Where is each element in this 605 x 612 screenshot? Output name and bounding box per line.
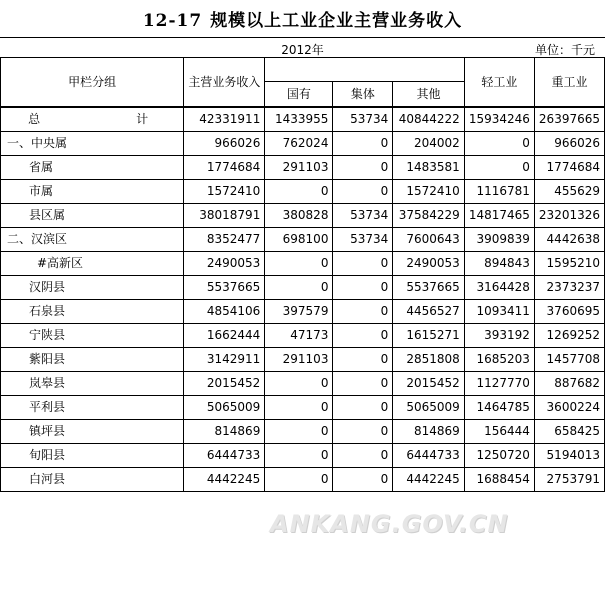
cell-value: 894843 bbox=[464, 252, 534, 276]
cell-value: 38018791 bbox=[184, 204, 265, 228]
cell-value: 4854106 bbox=[184, 300, 265, 324]
cell-value: 3142911 bbox=[184, 348, 265, 372]
cell-value: 1457708 bbox=[534, 348, 604, 372]
table-title: 规模以上工业企业主营业务收入 bbox=[210, 11, 463, 31]
table-row bbox=[1, 228, 605, 252]
cell-value: 2490053 bbox=[393, 252, 465, 276]
cell-value: 42331911 bbox=[184, 107, 265, 132]
cell-value: 0 bbox=[333, 372, 393, 396]
cell-value: 1615271 bbox=[393, 324, 465, 348]
cell-value: 6444733 bbox=[184, 444, 265, 468]
cell-value: 5065009 bbox=[393, 396, 465, 420]
table-row bbox=[1, 324, 605, 348]
revenue-table bbox=[0, 57, 605, 492]
cell-value: 0 bbox=[333, 300, 393, 324]
cell-value: 1662444 bbox=[184, 324, 265, 348]
row-label: 石泉县 bbox=[1, 300, 184, 324]
row-label: 岚皋县 bbox=[1, 372, 184, 396]
cell-value: 0 bbox=[464, 156, 534, 180]
cell-value: 0 bbox=[265, 180, 333, 204]
table-row bbox=[1, 348, 605, 372]
cell-value: 762024 bbox=[265, 132, 333, 156]
cell-value: 1774684 bbox=[184, 156, 265, 180]
table-row bbox=[1, 132, 605, 156]
header-ownership-span bbox=[265, 58, 464, 82]
row-label: 白河县 bbox=[1, 468, 184, 492]
cell-value: 1685203 bbox=[464, 348, 534, 372]
header-heavy-industry: 重工业 bbox=[534, 58, 604, 108]
cell-value: 26397665 bbox=[534, 107, 604, 132]
header-collective: 集体 bbox=[333, 82, 393, 108]
row-label: 平利县 bbox=[1, 396, 184, 420]
cell-value: 1595210 bbox=[534, 252, 604, 276]
cell-value: 814869 bbox=[184, 420, 265, 444]
cell-value: 47173 bbox=[265, 324, 333, 348]
cell-value: 23201326 bbox=[534, 204, 604, 228]
cell-value: 0 bbox=[333, 396, 393, 420]
cell-value: 887682 bbox=[534, 372, 604, 396]
row-label: 紫阳县 bbox=[1, 348, 184, 372]
cell-value: 0 bbox=[333, 156, 393, 180]
cell-value: 291103 bbox=[265, 348, 333, 372]
cell-value: 1269252 bbox=[534, 324, 604, 348]
cell-value: 4442638 bbox=[534, 228, 604, 252]
table-row bbox=[1, 276, 605, 300]
cell-value: 1116781 bbox=[464, 180, 534, 204]
cell-value: 1483581 bbox=[393, 156, 465, 180]
cell-value: 455629 bbox=[534, 180, 604, 204]
cell-value: 15934246 bbox=[464, 107, 534, 132]
cell-value: 1688454 bbox=[464, 468, 534, 492]
cell-value: 5065009 bbox=[184, 396, 265, 420]
cell-value: 8352477 bbox=[184, 228, 265, 252]
cell-value: 0 bbox=[333, 324, 393, 348]
watermark: ANKANG.GOV.CN bbox=[270, 510, 509, 538]
cell-value: 1127770 bbox=[464, 372, 534, 396]
cell-value: 0 bbox=[333, 468, 393, 492]
table-row bbox=[1, 180, 605, 204]
header-group: 甲栏分组 bbox=[1, 58, 184, 108]
cell-value: 0 bbox=[265, 420, 333, 444]
table-number: 12-17 bbox=[142, 11, 203, 31]
table-row bbox=[1, 420, 605, 444]
cell-value: 0 bbox=[333, 276, 393, 300]
cell-value: 397579 bbox=[265, 300, 333, 324]
cell-value: 0 bbox=[265, 252, 333, 276]
table-row bbox=[1, 107, 605, 132]
cell-value: 37584229 bbox=[393, 204, 465, 228]
row-label: 总 计 bbox=[1, 107, 184, 132]
table-row bbox=[1, 300, 605, 324]
row-label: #高新区 bbox=[1, 252, 184, 276]
table-row bbox=[1, 444, 605, 468]
cell-value: 393192 bbox=[464, 324, 534, 348]
page-title bbox=[0, 6, 605, 31]
header-state-owned: 国有 bbox=[265, 82, 333, 108]
row-label: 县区属 bbox=[1, 204, 184, 228]
cell-value: 1250720 bbox=[464, 444, 534, 468]
cell-value: 2851808 bbox=[393, 348, 465, 372]
cell-value: 2015452 bbox=[393, 372, 465, 396]
cell-value: 4442245 bbox=[393, 468, 465, 492]
cell-value: 0 bbox=[265, 396, 333, 420]
cell-value: 0 bbox=[265, 276, 333, 300]
table-row bbox=[1, 252, 605, 276]
row-label: 一、中央属 bbox=[1, 132, 184, 156]
cell-value: 5537665 bbox=[393, 276, 465, 300]
row-label: 汉阴县 bbox=[1, 276, 184, 300]
cell-value: 0 bbox=[265, 372, 333, 396]
cell-value: 14817465 bbox=[464, 204, 534, 228]
row-label: 市属 bbox=[1, 180, 184, 204]
table-row bbox=[1, 468, 605, 492]
cell-value: 966026 bbox=[534, 132, 604, 156]
cell-value: 0 bbox=[265, 468, 333, 492]
table-row bbox=[1, 396, 605, 420]
table-row bbox=[1, 156, 605, 180]
cell-value: 2753791 bbox=[534, 468, 604, 492]
cell-value: 53734 bbox=[333, 228, 393, 252]
cell-value: 156444 bbox=[464, 420, 534, 444]
cell-value: 814869 bbox=[393, 420, 465, 444]
row-label: 省属 bbox=[1, 156, 184, 180]
cell-value: 0 bbox=[333, 252, 393, 276]
cell-value: 0 bbox=[333, 180, 393, 204]
cell-value: 6444733 bbox=[393, 444, 465, 468]
cell-value: 0 bbox=[333, 348, 393, 372]
cell-value: 4456527 bbox=[393, 300, 465, 324]
cell-value: 7600643 bbox=[393, 228, 465, 252]
table-body bbox=[1, 107, 605, 492]
header-other: 其他 bbox=[393, 82, 465, 108]
cell-value: 1572410 bbox=[184, 180, 265, 204]
row-label: 二、汉滨区 bbox=[1, 228, 184, 252]
cell-value: 40844222 bbox=[393, 107, 465, 132]
unit-label: 单位：千元 bbox=[534, 43, 595, 57]
cell-value: 53734 bbox=[333, 204, 393, 228]
cell-value: 1093411 bbox=[464, 300, 534, 324]
cell-value: 658425 bbox=[534, 420, 604, 444]
cell-value: 3909839 bbox=[464, 228, 534, 252]
table-row bbox=[1, 204, 605, 228]
cell-value: 698100 bbox=[265, 228, 333, 252]
cell-value: 0 bbox=[464, 132, 534, 156]
table-row bbox=[1, 372, 605, 396]
cell-value: 3600224 bbox=[534, 396, 604, 420]
cell-value: 2490053 bbox=[184, 252, 265, 276]
cell-value: 204002 bbox=[393, 132, 465, 156]
cell-value: 380828 bbox=[265, 204, 333, 228]
cell-value: 1464785 bbox=[464, 396, 534, 420]
cell-value: 0 bbox=[333, 444, 393, 468]
header-main-revenue: 主营业务收入 bbox=[184, 58, 265, 108]
cell-value: 1774684 bbox=[534, 156, 604, 180]
header-light-industry: 轻工业 bbox=[464, 58, 534, 108]
cell-value: 3760695 bbox=[534, 300, 604, 324]
row-label: 旬阳县 bbox=[1, 444, 184, 468]
cell-value: 1572410 bbox=[393, 180, 465, 204]
year-label: 2012年 bbox=[281, 43, 324, 57]
title-divider bbox=[0, 37, 605, 38]
cell-value: 5537665 bbox=[184, 276, 265, 300]
cell-value: 0 bbox=[265, 444, 333, 468]
row-label: 镇坪县 bbox=[1, 420, 184, 444]
cell-value: 3164428 bbox=[464, 276, 534, 300]
cell-value: 1433955 bbox=[265, 107, 333, 132]
cell-value: 5194013 bbox=[534, 444, 604, 468]
cell-value: 966026 bbox=[184, 132, 265, 156]
cell-value: 0 bbox=[333, 132, 393, 156]
row-label: 宁陕县 bbox=[1, 324, 184, 348]
cell-value: 2015452 bbox=[184, 372, 265, 396]
cell-value: 0 bbox=[333, 420, 393, 444]
cell-value: 2373237 bbox=[534, 276, 604, 300]
cell-value: 53734 bbox=[333, 107, 393, 132]
cell-value: 291103 bbox=[265, 156, 333, 180]
cell-value: 4442245 bbox=[184, 468, 265, 492]
